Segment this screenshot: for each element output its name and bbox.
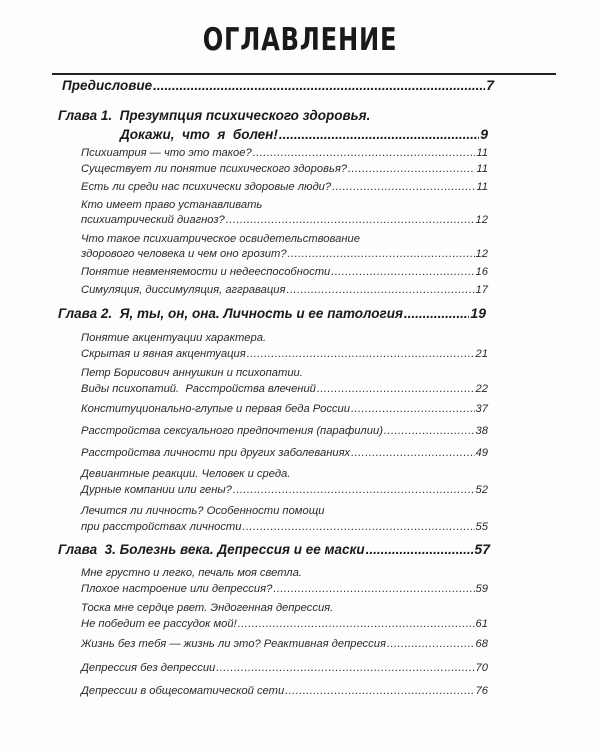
leader-dots [153, 78, 485, 93]
leader-dots [366, 542, 474, 557]
page-title: ОГЛАВЛЕНИЕ [202, 22, 398, 58]
entry-title-line1: Что такое психиатрическое освидетельствование [81, 233, 360, 245]
page-number: 57 [474, 541, 490, 557]
page-number: 9 [480, 126, 488, 142]
entry-title-line2: Плохое настроение или депрессия? [81, 583, 273, 595]
page-number: 49 [475, 447, 488, 459]
chapter-2-heading[interactable] [58, 306, 486, 321]
toc-entry[interactable] [81, 247, 488, 262]
page-number: 17 [475, 284, 488, 296]
toc-entry-preface[interactable] [62, 78, 494, 93]
page-number: 11 [476, 163, 488, 175]
chapter-1-heading-line2[interactable] [120, 127, 488, 142]
page-number: 21 [475, 348, 488, 360]
toc-entry-line1[interactable] [81, 232, 488, 247]
toc-entry[interactable] [81, 684, 488, 699]
page-number: 76 [475, 685, 488, 697]
entry-title-line1: Мне грустно и легко, печаль моя светла. [81, 567, 302, 579]
leader-dots [279, 127, 479, 142]
entry-title-line1: Тоска мне сердце рвет. Эндогенная депрессия. [81, 602, 334, 614]
toc-entry-line1[interactable] [81, 504, 488, 519]
page-number: 37 [475, 403, 488, 415]
page-number: 11 [476, 147, 488, 159]
page-number: 55 [475, 521, 488, 533]
page-number: 61 [475, 618, 488, 630]
page-number: 19 [470, 305, 486, 321]
leader-dots [286, 283, 474, 298]
entry-title: Существует ли понятие психического здоровья? [81, 163, 348, 175]
chapter-1-title-line1: Глава 1. Презумпция психического здоровья. [58, 108, 371, 123]
leader-dots [384, 424, 475, 439]
entry-title: Жизнь без тебя — жизнь ли это? Реактивная депрессия [81, 638, 386, 650]
toc-entry[interactable] [81, 582, 488, 597]
toc-entry[interactable] [81, 402, 488, 417]
page-number: 70 [475, 662, 488, 674]
leader-dots [242, 520, 474, 535]
entry-title-line2: при расстройствах личности [81, 521, 242, 533]
entry-title-line2: Виды психопатий. Расстройства влечений [81, 383, 316, 395]
toc-entry-line1[interactable] [81, 198, 488, 213]
entry-title-line1: Лечится ли личность? Особенности помощи [81, 505, 325, 517]
toc-entry[interactable] [81, 213, 488, 228]
entry-title-line1: Девиантные реакции. Человек и среда. [81, 468, 291, 480]
page-number: 16 [475, 266, 488, 278]
toc-entry[interactable] [81, 446, 488, 461]
leader-dots [332, 180, 475, 195]
page-number: 7 [486, 77, 494, 93]
entry-title-line2: Не победит ее рассудок мой! [81, 618, 237, 630]
toc-entry[interactable] [81, 146, 488, 161]
page-number: 68 [475, 638, 488, 650]
chapter-3-title: Глава 3. Болезнь века. Депрессия и ее маски [58, 542, 365, 557]
toc-entry[interactable] [81, 661, 488, 676]
page-number: 38 [475, 425, 488, 437]
leader-dots [247, 347, 475, 362]
page-number: 52 [475, 484, 488, 496]
leader-dots [317, 382, 475, 397]
chapter-2-title: Глава 2. Я, ты, он, она. Личность и ее патология [58, 306, 403, 321]
page-number: 12 [475, 248, 488, 260]
leader-dots [404, 306, 470, 321]
toc-entry[interactable] [81, 483, 488, 498]
entry-title: Понятие невменяемости и недееспособности [81, 266, 331, 278]
toc-entry[interactable] [81, 180, 488, 195]
page-number: 11 [476, 181, 488, 193]
page-number: 12 [475, 214, 488, 226]
leader-dots [288, 247, 475, 262]
entry-title-line2: здорового человека и чем оно грозит? [81, 248, 287, 260]
leader-dots [348, 162, 475, 177]
entry-title-line1: Кто имеет право устанавливать [81, 199, 263, 211]
entry-title-line1: Понятие акцентуации характера. [81, 332, 267, 344]
toc-entry[interactable] [81, 424, 488, 439]
toc-entry-line1[interactable] [81, 366, 488, 381]
toc-entry[interactable] [81, 347, 488, 362]
toc-entry[interactable] [81, 265, 488, 280]
chapter-3-heading[interactable] [58, 542, 490, 557]
toc-entry-line1[interactable] [81, 467, 488, 482]
toc-entry[interactable] [81, 637, 488, 652]
entry-title: Депрессии в общесоматической сети [81, 685, 285, 697]
toc-entry-line1[interactable] [81, 566, 488, 581]
entry-title: Депрессия без депрессии [81, 662, 216, 674]
chapter-1-heading[interactable] [58, 108, 458, 123]
leader-dots [285, 684, 474, 699]
leader-dots [216, 661, 474, 676]
entry-title: Симуляция, диссимуляция, аггравация [81, 284, 286, 296]
leader-dots [351, 402, 475, 417]
entry-title: Есть ли среди нас психически здоровые люди? [81, 181, 332, 193]
toc-entry[interactable] [81, 382, 488, 397]
entry-title-line2: психиатрический диагноз? [81, 214, 225, 226]
leader-dots [351, 446, 474, 461]
page-number: 22 [475, 383, 488, 395]
leader-dots [233, 483, 475, 498]
toc-entry[interactable] [81, 283, 488, 298]
entry-title: Психиатрия — что это такое? [81, 147, 252, 159]
toc-entry[interactable] [81, 520, 488, 535]
chapter-1-title-line2: Докажи, что я болен! [120, 127, 278, 142]
leader-dots [331, 265, 474, 280]
entry-title-line2: Скрытая и явная акцентуация [81, 348, 246, 360]
toc-entry-line1[interactable] [81, 331, 488, 346]
toc-entry[interactable] [81, 617, 488, 632]
entry-title-line1: Петр Борисович аннушкин и психопатии. [81, 367, 303, 379]
entry-title: Предисловие [62, 78, 153, 93]
leader-dots [387, 637, 475, 652]
leader-dots [226, 213, 475, 228]
leader-dots [238, 617, 475, 632]
toc-entry-line1[interactable] [81, 601, 488, 616]
entry-title: Расстройства сексуального предпочтения (парафилии) [81, 425, 383, 437]
leader-dots [273, 582, 474, 597]
leader-dots [253, 146, 476, 161]
entry-title-line2: Дурные компании или гены? [81, 484, 232, 496]
entry-title: Расстройства личности при других заболеваниях [81, 447, 351, 459]
page-number: 59 [475, 583, 488, 595]
entry-title: Конституционально-глупые и первая беда России [81, 403, 350, 415]
toc-entry[interactable] [81, 162, 488, 177]
